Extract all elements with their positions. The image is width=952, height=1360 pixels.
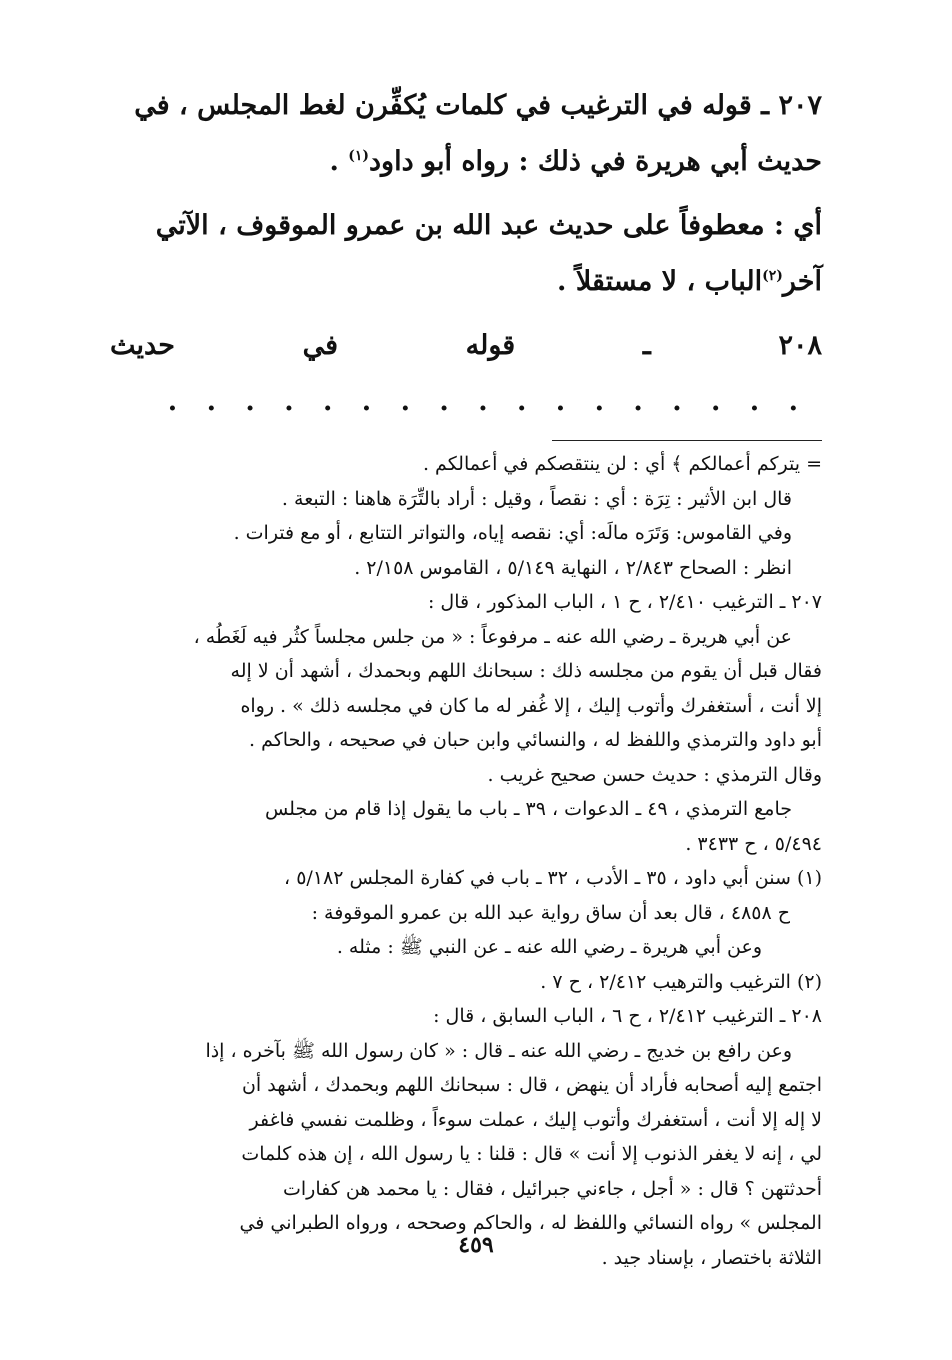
footnote-marker: (١) [348, 148, 370, 164]
main-text-span: . [329, 146, 349, 177]
main-text-span: آخر [782, 266, 822, 297]
footnotes [110, 447, 822, 1275]
main-text [110, 78, 822, 430]
main-text-span: الباب ، لا مستقلاً . [557, 266, 763, 297]
footnote-line: ٢٠٨ ـ الترغيب ٢/٤١٢ ، ح ٦ ، الباب السابق ، قال : [433, 1005, 822, 1027]
footnote-line: = يتركم أعمالكم ﴾ أي : لن ينتقصكم في أعمالكم . [422, 453, 822, 475]
main-line [110, 134, 822, 190]
page-number: ٤٥٩ [458, 1232, 494, 1258]
main-line [110, 318, 822, 430]
footnote-line: لا إله إلا أنت ، أستغفرك وأتوب إليك ، عملت سوءاً ، وظلمت نفسي فاغفر [249, 1108, 822, 1131]
ellipsis-dots: . . . . . . . . . . . . . . . . . [167, 386, 808, 417]
footnote-line: وعن رافع بن خديج ـ رضي الله عنه ـ قال : « كان رسول الله ﷺ بآخره ، إذا [205, 1039, 792, 1062]
footnote-line: أحدثتهن ؟ قال : « أجل ، جاءني جبرائيل ، فقال : يا محمد هن كفارات [283, 1177, 822, 1200]
footnote-separator [552, 440, 822, 441]
footnote-line: جامع الترمذي ، ٤٩ ـ الدعوات ، ٣٩ ـ باب ما يقول إذا قام من مجلس [264, 798, 792, 820]
footnote-line: المجلس » رواه النسائي واللفظ له ، والحاكم وصححه ، ورواه الطبراني في [239, 1212, 822, 1234]
footnote-marker: (٢) [762, 268, 783, 284]
page-body [110, 78, 822, 1275]
main-line [110, 254, 822, 310]
footnote-line: أبو داود والترمذي واللفظ له ، والنسائي وابن حبان في صحيحه ، والحاكم . [249, 729, 822, 751]
footnote-line: فقال قبل أن يقوم من مجلسه ذلك : سبحانك اللهم وبحمدك ، أشهد أن لا إله [230, 660, 822, 682]
footnote-line: وفي القاموس: وَتَرَه مالَه: أي: نقصه إياه، والتواتر التتابع ، أو مع فترات . [233, 522, 792, 544]
footnote-line: ٢٠٧ ـ الترغيب ٢/٤١٠ ، ح ١ ، الباب المذكور ، قال : [427, 591, 822, 613]
footnote-line: وقال الترمذي : حديث حسن صحيح غريب . [487, 763, 822, 786]
main-line: أي : معطوفاً على حديث عبد الله بن عمرو الموقوف ، الآتي [155, 210, 822, 241]
footnote-line: وعن أبي هريرة ـ رضي الله عنه ـ عن النبي ﷺ : مثله . [336, 936, 762, 958]
footnote-line: (٢) الترغيب والترهيب ٢/٤١٢ ، ح ٧ . [540, 970, 822, 993]
footnote-line: ح ٤٨٥٨ ، قال بعد أن ساق رواية عبد الله بن عمرو الموقوفة : [311, 901, 790, 924]
footnote-line: الثلاثة باختصار ، بإسناد جيد . [601, 1246, 822, 1269]
main-text-span: حديث أبي هريرة في ذلك : رواه أبو داود [369, 146, 822, 177]
footnote-line: إلا أنت ، أستغفرك وأتوب إليك ، إلا غُفر له ما كان في مجلسه ذلك » . رواه [240, 694, 822, 717]
footnote-line: ٥/٤٩٤ ، ح ٣٤٣٣ . [685, 832, 822, 855]
footnote-line: انظر : الصحاح ٢/٨٤٣ ، النهاية ٥/١٤٩ ، القاموس ٢/١٥٨ . [354, 556, 792, 579]
footnote-line: لي ، إنه لا يغفر الذنوب إلا أنت » قال : قلنا : يا رسول الله ، إن هذه كلمات [241, 1143, 822, 1165]
main-line: ٢٠٧ ـ قوله في الترغيب في كلمات يُكفِّرن لغط المجلس ، في [134, 90, 822, 121]
main-text-span: ٢٠٨ ـ قوله في حديث [110, 330, 822, 361]
footnote-line: عن أبي هريرة ـ رضي الله عنه ـ مرفوعاً : « من جلس مجلساً كثُر فيه لَغَطُه ، [193, 625, 792, 648]
footnote-line: (١) سنن أبي داود ، ٣٥ ـ الأدب ، ٣٢ ـ باب في كفارة المجلس ٥/١٨٢ ، [284, 867, 822, 889]
footnote-line: قال ابن الأثير : تِرَة : أي : نقصاً ، وقيل : أراد بالتِّرَة هاهنا : التبعة . [281, 487, 792, 510]
footnote-line: اجتمع إليه أصحابه فأراد أن ينهض ، قال : سبحانك اللهم وبحمدك ، أشهد أن [241, 1074, 822, 1096]
